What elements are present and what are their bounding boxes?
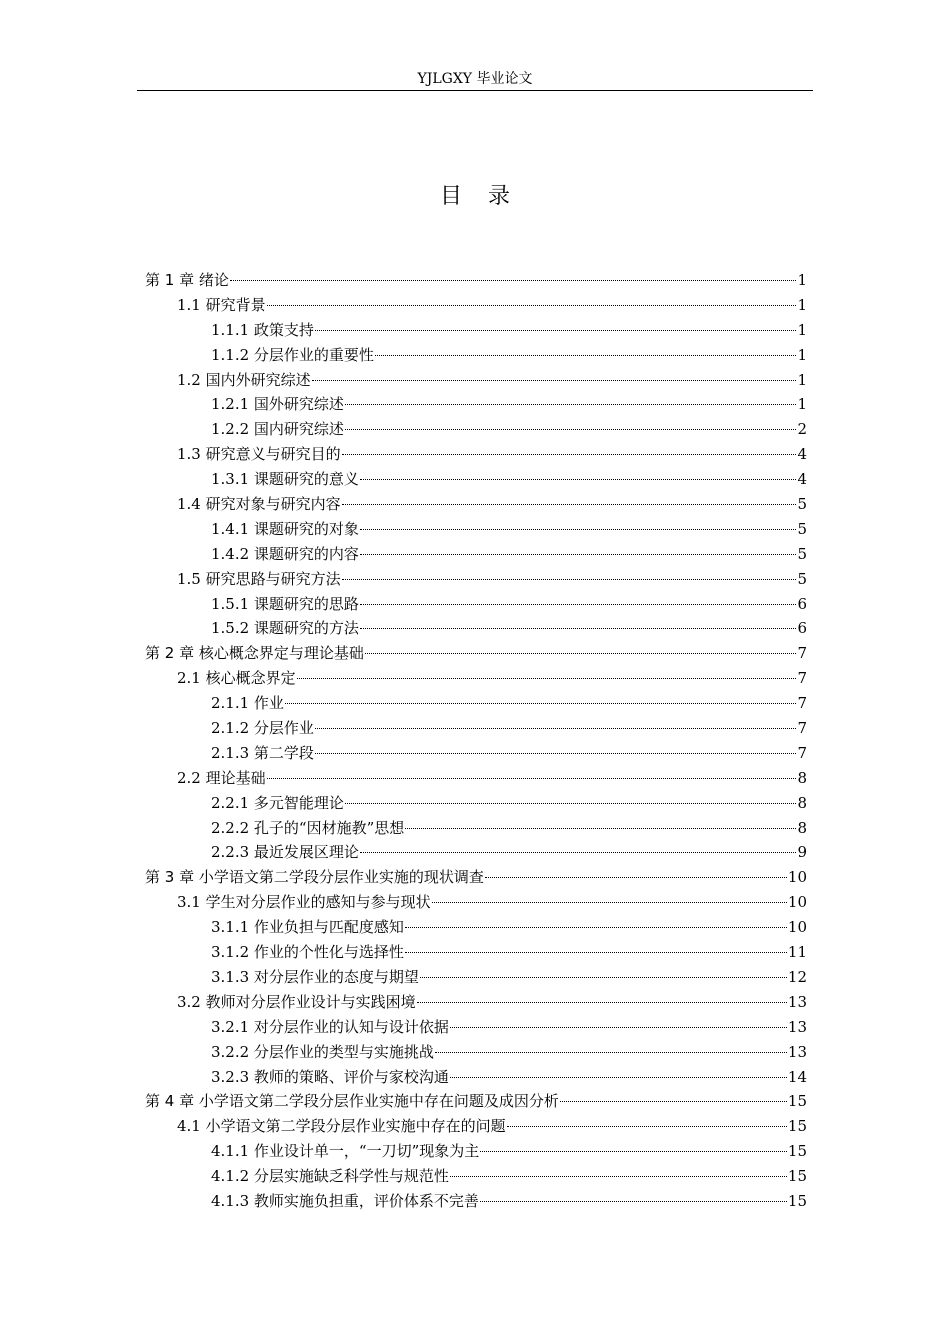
toc-entry-title: 3.1.2 作业的个性化与选择性 bbox=[211, 943, 404, 962]
toc-page-number: 11 bbox=[787, 943, 807, 962]
toc-page-number: 15 bbox=[787, 1191, 807, 1210]
toc-page-number: 8 bbox=[797, 818, 807, 837]
toc-entry[interactable] bbox=[145, 417, 807, 442]
toc-entry-title: 2.1 核心概念界定 bbox=[177, 669, 296, 688]
toc-page-number: 7 bbox=[797, 644, 807, 663]
toc-entry-title: 2.2.3 最近发展区理论 bbox=[211, 843, 359, 862]
toc-entry[interactable] bbox=[145, 641, 807, 666]
toc-dot-leader bbox=[360, 529, 797, 530]
toc-entry[interactable] bbox=[145, 293, 807, 318]
toc-entry[interactable] bbox=[145, 890, 807, 915]
toc-entry-title: 2.2.1 多元智能理论 bbox=[211, 793, 344, 812]
toc-entry[interactable] bbox=[145, 392, 807, 417]
toc-dot-leader bbox=[507, 1126, 787, 1127]
toc-entry[interactable] bbox=[145, 940, 807, 965]
toc-entry-title: 1.5.2 课题研究的方法 bbox=[211, 619, 359, 638]
toc-dot-leader bbox=[267, 778, 797, 779]
toc-entry-title: 1.4.1 课题研究的对象 bbox=[211, 519, 359, 538]
toc-entry-title: 3.2.1 对分层作业的认知与设计依据 bbox=[211, 1017, 449, 1036]
toc-entry-title: 3.1.3 对分层作业的态度与期望 bbox=[211, 967, 419, 986]
toc-entry[interactable] bbox=[145, 915, 807, 940]
toc-entry[interactable] bbox=[145, 691, 807, 716]
toc-entry-title: 1.3 研究意义与研究目的 bbox=[177, 445, 341, 464]
toc-entry[interactable] bbox=[145, 616, 807, 641]
toc-entry-title: 第 1 章 绪论 bbox=[145, 271, 229, 289]
toc-entry[interactable] bbox=[145, 318, 807, 343]
toc-page-number: 5 bbox=[797, 544, 807, 563]
toc-dot-leader bbox=[285, 703, 797, 704]
toc-dot-leader bbox=[450, 1027, 787, 1028]
toc-entry[interactable] bbox=[145, 1164, 807, 1189]
toc-entry-title: 2.1.2 分层作业 bbox=[211, 719, 314, 738]
toc-dot-leader bbox=[435, 1052, 787, 1053]
toc-entry-title: 1.4.2 课题研究的内容 bbox=[211, 544, 359, 563]
toc-dot-leader bbox=[342, 454, 797, 455]
toc-page-number: 15 bbox=[787, 1117, 807, 1136]
toc-entry[interactable] bbox=[145, 716, 807, 741]
toc-dot-leader bbox=[405, 952, 787, 953]
toc-entry[interactable] bbox=[145, 1114, 807, 1139]
toc-entry-title: 第 4 章 小学语文第二学段分层作业实施中存在问题及成因分析 bbox=[145, 1092, 559, 1111]
toc-dot-leader bbox=[345, 803, 797, 804]
toc-page-number: 15 bbox=[787, 1092, 807, 1111]
toc-dot-leader bbox=[405, 927, 787, 928]
toc-entry[interactable] bbox=[145, 567, 807, 592]
toc-dot-leader bbox=[450, 1077, 787, 1078]
toc-page-number: 1 bbox=[797, 370, 807, 389]
toc-page-number: 15 bbox=[787, 1142, 807, 1161]
toc-page-number: 9 bbox=[797, 843, 807, 862]
toc-page-number: 1 bbox=[797, 295, 807, 314]
toc-entry-title: 4.1.1 作业设计单一，“一刀切”现象为主 bbox=[211, 1142, 480, 1161]
toc-entry[interactable] bbox=[145, 990, 807, 1015]
toc-entry[interactable] bbox=[145, 1089, 807, 1114]
toc-entry-title: 3.2.2 分层作业的类型与实施挑战 bbox=[211, 1042, 434, 1061]
toc-dot-leader bbox=[342, 504, 797, 505]
toc-page-number: 1 bbox=[797, 345, 807, 364]
toc-entry-title: 4.1.3 教师实施负担重，评价体系不完善 bbox=[211, 1191, 479, 1210]
toc-entry-title: 1.2.1 国外研究综述 bbox=[211, 395, 344, 414]
toc-entry[interactable] bbox=[145, 1065, 807, 1090]
toc-dot-leader bbox=[345, 429, 797, 430]
toc-entry[interactable] bbox=[145, 865, 807, 890]
toc-page-number: 7 bbox=[797, 669, 807, 688]
toc-page-number: 4 bbox=[797, 470, 807, 489]
toc-dot-leader bbox=[450, 1176, 787, 1177]
toc-page-number: 10 bbox=[787, 918, 807, 937]
toc-dot-leader bbox=[405, 828, 796, 829]
toc-dot-leader bbox=[312, 380, 797, 381]
toc-page-number: 15 bbox=[787, 1167, 807, 1186]
toc-page-number: 13 bbox=[787, 992, 807, 1011]
toc-entry[interactable] bbox=[145, 1139, 807, 1164]
toc-entry-title: 2.2.2 孔子的“因材施教”思想 bbox=[211, 818, 405, 837]
toc-dot-leader bbox=[342, 579, 797, 580]
toc-dot-leader bbox=[345, 404, 797, 405]
toc-page-number: 13 bbox=[787, 1017, 807, 1036]
toc-dot-leader bbox=[230, 280, 797, 281]
toc-entry[interactable] bbox=[145, 816, 807, 841]
toc-entry[interactable] bbox=[145, 840, 807, 865]
page-title: 目录 bbox=[439, 184, 536, 209]
toc-page-number: 5 bbox=[797, 569, 807, 588]
toc-page-number: 13 bbox=[787, 1042, 807, 1061]
toc-dot-leader bbox=[360, 479, 797, 480]
toc-entry-title: 1.1 研究背景 bbox=[177, 295, 266, 314]
toc-page-number: 14 bbox=[787, 1067, 807, 1086]
toc-dot-leader bbox=[375, 355, 797, 356]
toc-entry[interactable] bbox=[145, 517, 807, 542]
toc-entry-title: 4.1.2 分层实施缺乏科学性与规范性 bbox=[211, 1167, 449, 1186]
toc-entry-title: 1.3.1 课题研究的意义 bbox=[211, 470, 359, 489]
toc-entry[interactable] bbox=[145, 1040, 807, 1065]
toc-dot-leader bbox=[315, 728, 797, 729]
toc-entry[interactable] bbox=[145, 467, 807, 492]
toc-page-number: 1 bbox=[797, 395, 807, 414]
toc-page-number: 10 bbox=[787, 893, 807, 912]
toc-entry-title: 1.1.2 分层作业的重要性 bbox=[211, 345, 374, 364]
toc-entry-title: 2.1.1 作业 bbox=[211, 694, 284, 713]
toc-dot-leader bbox=[267, 305, 797, 306]
toc-entry[interactable] bbox=[145, 666, 807, 691]
toc-dot-leader bbox=[360, 852, 797, 853]
toc-page-number: 5 bbox=[797, 495, 807, 514]
toc-page-number: 6 bbox=[797, 594, 807, 613]
toc-dot-leader bbox=[360, 628, 797, 629]
toc-entry[interactable] bbox=[145, 442, 807, 467]
toc-entry-title: 1.4 研究对象与研究内容 bbox=[177, 495, 341, 514]
toc-page-number: 12 bbox=[787, 967, 807, 986]
toc-dot-leader bbox=[315, 753, 797, 754]
toc-dot-leader bbox=[417, 1002, 787, 1003]
toc-entry-title: 3.1 学生对分层作业的感知与参与现状 bbox=[177, 893, 431, 912]
toc-dot-leader bbox=[420, 977, 787, 978]
toc-entry-title: 3.1.1 作业负担与匹配度感知 bbox=[211, 918, 404, 937]
toc-entry[interactable] bbox=[145, 268, 807, 293]
toc-page-number: 1 bbox=[797, 320, 807, 339]
toc-entry[interactable] bbox=[145, 368, 807, 393]
toc-dot-leader bbox=[360, 554, 797, 555]
toc-entry-title: 1.5 研究思路与研究方法 bbox=[177, 569, 341, 588]
toc-entry-title: 3.2.3 教师的策略、评价与家校沟通 bbox=[211, 1067, 449, 1086]
toc-dot-leader bbox=[485, 877, 787, 878]
toc-page-number: 4 bbox=[797, 445, 807, 464]
toc-dot-leader bbox=[480, 1201, 787, 1202]
table-of-contents bbox=[145, 268, 807, 1214]
toc-entry[interactable] bbox=[145, 343, 807, 368]
toc-page-number: 1 bbox=[797, 271, 807, 289]
toc-page-number: 5 bbox=[797, 519, 807, 538]
toc-dot-leader bbox=[297, 678, 797, 679]
toc-entry-title: 2.1.3 第二学段 bbox=[211, 743, 314, 762]
toc-entry[interactable] bbox=[145, 741, 807, 766]
toc-entry-title: 3.2 教师对分层作业设计与实践困境 bbox=[177, 992, 416, 1011]
toc-page-number: 8 bbox=[797, 793, 807, 812]
toc-entry[interactable] bbox=[145, 592, 807, 617]
toc-dot-leader bbox=[360, 604, 797, 605]
toc-page-number: 2 bbox=[797, 420, 807, 439]
toc-entry-title: 第 2 章 核心概念界定与理论基础 bbox=[145, 644, 364, 663]
toc-entry-title: 4.1 小学语文第二学段分层作业实施中存在的问题 bbox=[177, 1117, 506, 1136]
toc-entry[interactable] bbox=[145, 1189, 807, 1214]
toc-page-number: 7 bbox=[797, 743, 807, 762]
toc-entry-title: 1.5.1 课题研究的思路 bbox=[211, 594, 359, 613]
toc-page-number: 10 bbox=[787, 868, 807, 887]
toc-entry-title: 1.2.2 国内研究综述 bbox=[211, 420, 344, 439]
toc-entry-title: 1.1.1 政策支持 bbox=[211, 320, 314, 339]
toc-entry-title: 2.2 理论基础 bbox=[177, 768, 266, 787]
toc-dot-leader bbox=[315, 330, 797, 331]
toc-entry[interactable] bbox=[145, 492, 807, 517]
toc-page-number: 8 bbox=[797, 768, 807, 787]
toc-page-number: 7 bbox=[797, 694, 807, 713]
toc-dot-leader bbox=[480, 1151, 787, 1152]
toc-entry[interactable] bbox=[145, 965, 807, 990]
toc-entry[interactable] bbox=[145, 791, 807, 816]
toc-entry-title: 第 3 章 小学语文第二学段分层作业实施的现状调查 bbox=[145, 868, 484, 887]
toc-dot-leader bbox=[432, 902, 787, 903]
toc-page-number: 7 bbox=[797, 719, 807, 738]
toc-entry-title: 1.2 国内外研究综述 bbox=[177, 370, 311, 389]
toc-dot-leader bbox=[365, 653, 797, 654]
toc-entry[interactable] bbox=[145, 542, 807, 567]
toc-entry[interactable] bbox=[145, 766, 807, 791]
toc-page-number: 6 bbox=[797, 619, 807, 638]
page-header: YJLGXY 毕业论文 bbox=[137, 70, 813, 91]
toc-dot-leader bbox=[560, 1101, 787, 1102]
toc-entry[interactable] bbox=[145, 1015, 807, 1040]
